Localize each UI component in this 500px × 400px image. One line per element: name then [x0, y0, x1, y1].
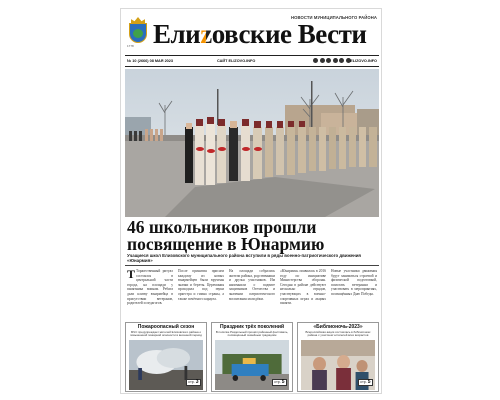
lead-headline[interactable]: 46 школьников прошли посвящение в Юнармию [127, 217, 325, 254]
site-link[interactable]: САЙТ ELIZOVO.INFO [217, 58, 256, 63]
title-part-1: Ели [153, 19, 201, 49]
teaser-card-fire[interactable] [125, 322, 207, 392]
teaser-subtitle: В посёлке Раздольный прошёл районный фестиваль, посвящённый семейным традициям [215, 330, 289, 338]
newspaper-title [153, 19, 366, 49]
teaser-title: Пожароопасный сезон [137, 324, 195, 330]
page-ref: стр. 3 [186, 379, 201, 386]
drop-cap: Т [127, 269, 136, 281]
page-ref: стр. 5 [358, 379, 373, 386]
crest-year: 1778 [127, 44, 134, 48]
social-icons [313, 58, 351, 63]
page-ref: стр. 5 [272, 379, 287, 386]
article-columns [127, 269, 377, 319]
teaser-card-library[interactable] [297, 322, 379, 392]
newspaper-front-page [120, 8, 382, 394]
article-column [178, 269, 224, 319]
whatsapp-icon[interactable] [339, 58, 344, 63]
masthead-tagline: НОВОСТИ МУНИЦИПАЛЬНОГО РАЙОНА [290, 15, 377, 20]
masthead [125, 13, 379, 55]
issue-info-bar [125, 55, 379, 67]
article-column [229, 269, 275, 319]
column-text: Новые участники движения будут заниматься строевой и физической подготовкой, помогать ветеранам и участвовать в мероприятиях, посвящённых Дню Победы. [331, 269, 377, 296]
teaser-cards [125, 322, 379, 392]
column-text: После принятия присяги каждому из новых юнармейцев были вручены значки и береты. Церемония проходила под звуки оркестра и гимна страны, а также почётного караула. [178, 269, 224, 301]
telegram-icon[interactable] [326, 58, 331, 63]
title-z-letter: z [200, 19, 212, 49]
column-text: Торжественный ритуал состоялся в центральной части города, на площади у памятника воинам. Ребята дали клятву юнармейца в присутствии ветеранов, родителей и педагогов. [127, 269, 173, 306]
teaser-subtitle: Всероссийская акция состоялась в библиотеках района с участием читателей всех возрастов [305, 330, 371, 338]
teaser-card-festival[interactable] [211, 322, 293, 392]
teaser-title: «Библионочь-2023» [313, 324, 363, 330]
article-column [127, 269, 173, 319]
title-part-2: овские Вести [211, 19, 367, 49]
youtube-icon[interactable] [333, 58, 338, 63]
divider [125, 265, 379, 266]
teaser-subtitle: МЧС предупреждает жителей Елизовского района о повышенной пожарной опасности в весенний период [130, 330, 202, 338]
vk-icon[interactable] [313, 58, 318, 63]
social-handle: ELIZOVO.INFO [350, 58, 377, 63]
column-text: На площади собрались жители района, родственники и друзья участников. Им напомнили о подвиге защитников Отечества и значении патриотического воспитания молодёжи. [229, 269, 275, 301]
lead-subhead: Учащиеся школ Елизовского муниципального района вступили в ряды военно-патриотического движения «Юнармия» [127, 253, 361, 264]
article-column [331, 269, 377, 319]
ok-icon[interactable] [320, 58, 325, 63]
column-text: «Юнармия» появилась в 2016 году по инициативе Министерства обороны. Сегодня в районе действуют несколько отрядов, участвующих в военно-спортивных играх и акциях памяти. [280, 269, 326, 306]
issue-number-date: № 10 (2666) 08 МАЯ 2023 [127, 58, 174, 63]
coat-of-arms-icon [127, 17, 149, 48]
article-column [280, 269, 326, 319]
lead-photo [125, 69, 379, 217]
teaser-title: Праздник трёх поколений [219, 324, 285, 330]
